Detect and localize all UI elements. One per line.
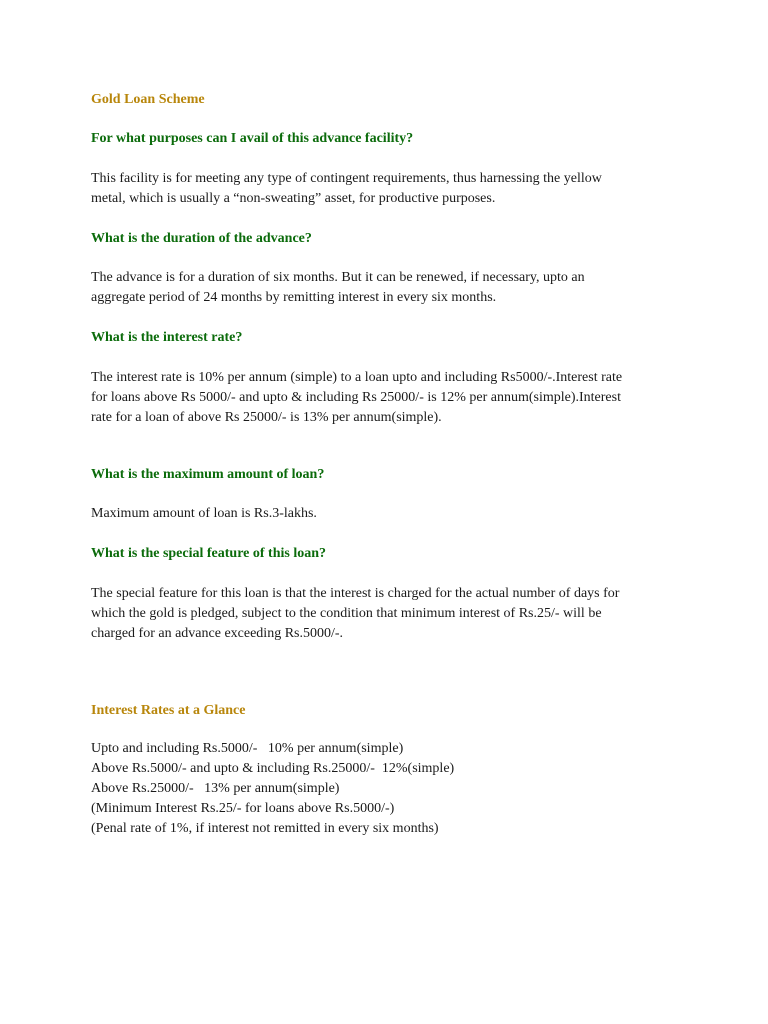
rate-line: Above Rs.25000/- 13% per annum(simple) xyxy=(91,781,340,796)
question-purpose: For what purposes can I avail of this advance facility? xyxy=(91,131,414,146)
rates-list xyxy=(91,739,691,839)
answer-line: aggregate period of 24 months by remitting interest in every six months. xyxy=(91,290,497,305)
answer-max-amount xyxy=(91,504,691,524)
answer-special-feature xyxy=(91,584,691,644)
answer-interest-rate xyxy=(91,368,691,428)
rate-line: Upto and including Rs.5000/- 10% per annum(simple) xyxy=(91,741,404,756)
answer-line: The special feature for this loan is that the interest is charged for the actual number of days for xyxy=(91,586,620,601)
answer-line: The advance is for a duration of six months. But it can be renewed, if necessary, upto an xyxy=(91,270,585,285)
rate-line: (Minimum Interest Rs.25/- for loans above Rs.5000/-) xyxy=(91,801,395,816)
question-special-feature: What is the special feature of this loan? xyxy=(91,546,327,561)
rates-title: Interest Rates at a Glance xyxy=(91,703,246,718)
answer-line: rate for a loan of above Rs 25000/- is 13% per annum(simple). xyxy=(91,410,442,425)
answer-line: metal, which is usually a “non-sweating” asset, for productive purposes. xyxy=(91,191,496,206)
document-title: Gold Loan Scheme xyxy=(91,92,205,107)
answer-line: which the gold is pledged, subject to the condition that minimum interest of Rs.25/- will be xyxy=(91,606,602,621)
question-duration: What is the duration of the advance? xyxy=(91,231,312,246)
answer-purpose xyxy=(91,169,691,209)
answer-line: The interest rate is 10% per annum (simple) to a loan upto and including Rs5000/-.Interest rate xyxy=(91,370,623,385)
answer-line: for loans above Rs 5000/- and upto & including Rs 25000/- is 12% per annum(simple).Interest xyxy=(91,390,621,405)
answer-duration xyxy=(91,268,691,308)
answer-line: Maximum amount of loan is Rs.3-lakhs. xyxy=(91,506,317,521)
rate-line: (Penal rate of 1%, if interest not remitted in every six months) xyxy=(91,821,439,836)
rate-line: Above Rs.5000/- and upto & including Rs.25000/- 12%(simple) xyxy=(91,761,455,776)
question-max-amount: What is the maximum amount of loan? xyxy=(91,467,325,482)
question-interest-rate: What is the interest rate? xyxy=(91,330,243,345)
answer-line: This facility is for meeting any type of contingent requirements, thus harnessing the yellow xyxy=(91,171,602,186)
answer-line: charged for an advance exceeding Rs.5000/-. xyxy=(91,626,344,641)
